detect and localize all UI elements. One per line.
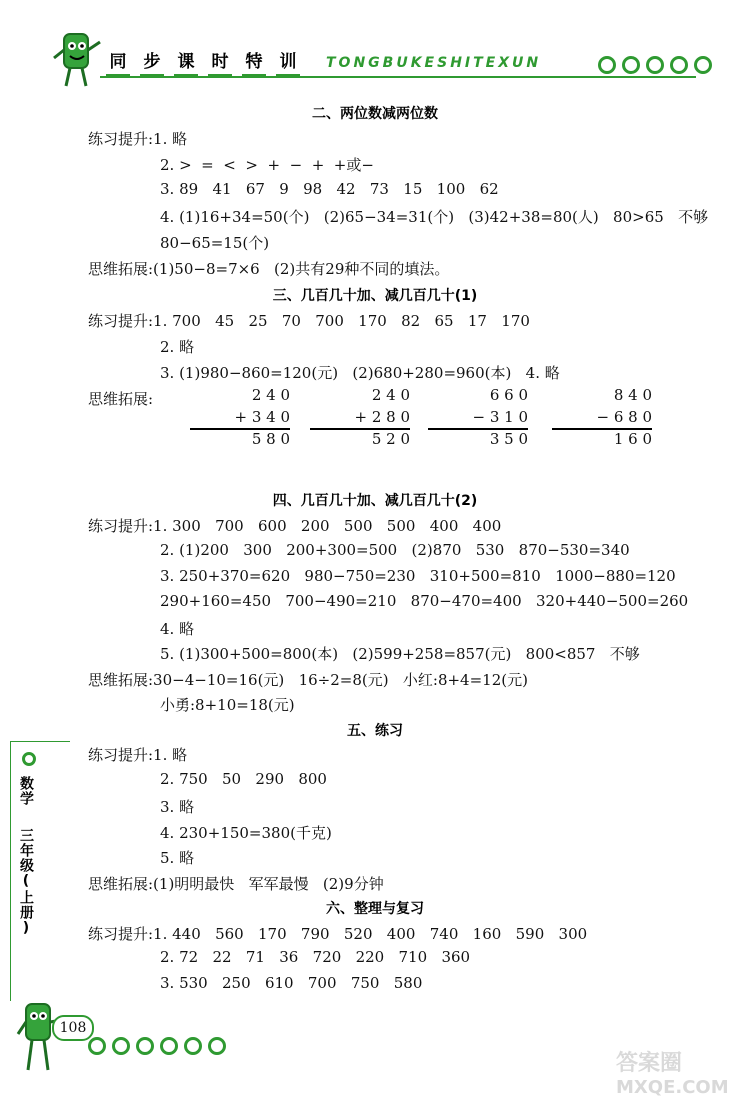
header-char: 同 [106, 50, 130, 76]
section-title: 四、几百几十加、减几百几十(2) [272, 493, 478, 509]
watermark [616, 1052, 729, 1100]
answer-line: 3. 89 41 67 9 98 42 73 15 100 62 [160, 180, 499, 198]
answer-line: 思维拓展:(1)明明最快 军军最慢 (2)9分钟 [88, 875, 384, 893]
section-title: 三、几百几十加、减几百几十(1) [272, 288, 478, 304]
circle-icon [22, 752, 36, 766]
answer-line: 3. 530 250 610 700 750 580 [160, 974, 423, 992]
section-title: 五、练习 [347, 723, 403, 739]
circle-icon [598, 56, 616, 74]
vertical-arithmetic [552, 386, 652, 448]
header-divider [100, 76, 696, 78]
circle-icon [184, 1037, 202, 1055]
arith-top: 2 4 0 [251, 386, 290, 404]
footer-dots [88, 1037, 226, 1055]
header-char: 训 [276, 50, 300, 76]
header-dots [598, 56, 712, 74]
arith-top: 2 4 0 [371, 386, 410, 404]
answer-line: 3. 略 [160, 798, 195, 816]
answer-line: 80−65=15(个) [160, 234, 270, 252]
circle-icon [88, 1037, 106, 1055]
answer-line: 2. 750 50 290 800 [160, 770, 327, 788]
page-number: 108 [52, 1015, 94, 1041]
mascot-footer-icon [14, 998, 66, 1084]
answer-line: 练习提升:1. 300 700 600 200 500 500 400 400 [88, 517, 502, 535]
circle-icon [112, 1037, 130, 1055]
vertical-arithmetic [428, 386, 528, 448]
answer-line: 练习提升:1. 700 45 25 70 700 170 82 65 17 170 [88, 312, 530, 330]
circle-icon [136, 1037, 154, 1055]
answer-line: 小勇:8+10=18(元) [160, 696, 295, 714]
circle-icon [694, 56, 712, 74]
watermark-line: 答案圈 [616, 1051, 683, 1076]
answer-line: 3. (1)980−860=120(元) (2)680+280=960(本) 4. 略 [160, 364, 560, 382]
circle-icon [670, 56, 688, 74]
circle-icon [622, 56, 640, 74]
answer-line: 5. (1)300+500=800(本) (2)599+258=857(元) 800<857 不够 [160, 645, 640, 663]
arith-operand: − 6 8 0 [596, 408, 652, 426]
header-pinyin: TONGBUKESHITEXUN [326, 55, 542, 71]
sidebar-subject: 数学 [18, 776, 34, 806]
answer-line: 2. (1)200 300 200+300=500 (2)870 530 870−530=340 [160, 541, 630, 559]
arith-operand: + 3 4 0 [234, 408, 290, 426]
arith-top: 8 4 0 [613, 386, 652, 404]
answer-line: 2. 72 22 71 36 720 220 710 360 [160, 948, 471, 966]
vertical-arithmetic [190, 386, 290, 448]
answer-line: 练习提升:1. 略 [88, 130, 188, 148]
answer-line: 4. 230+150=380(千克) [160, 824, 332, 842]
answer-line: 4. (1)16+34=50(个) (2)65−34=31(个) (3)42+38=80(人) 80>65 不够 [160, 208, 709, 226]
answer-line: 思维拓展:30−4−10=16(元) 16÷2=8(元) 小红:8+4=12(元) [88, 671, 528, 689]
answer-line: 思维拓展:(1)50−8=7×6 (2)共有29种不同的填法。 [88, 260, 450, 278]
header-char: 课 [174, 50, 198, 76]
circle-icon [160, 1037, 178, 1055]
section-title: 六、整理与复习 [326, 901, 424, 917]
sidebar-rule [10, 741, 11, 1001]
answer-line: 3. 250+370=620 980−750=230 310+500=810 1000−880=120 [160, 567, 676, 585]
answer-line: 练习提升:1. 440 560 170 790 520 400 740 160 590 300 [88, 925, 588, 943]
answer-line: 290+160=450 700−490=210 870−470=400 320+440−500=260 [160, 592, 689, 610]
header-char: 特 [242, 50, 266, 76]
answer-line: 2. > = < > + − + +或− [160, 156, 374, 174]
answer-line: 练习提升:1. 略 [88, 746, 188, 764]
header-title [106, 50, 300, 76]
mascot-icon [50, 28, 106, 96]
answer-line: 5. 略 [160, 849, 195, 867]
section-title: 二、两位数减两位数 [312, 106, 438, 122]
arith-operand: + 2 8 0 [354, 408, 410, 426]
arith-top: 6 6 0 [489, 386, 528, 404]
arith-result: 5 2 0 [371, 429, 410, 448]
header-char: 步 [140, 50, 164, 76]
sidebar-grade: 三年级(上册) [18, 828, 34, 937]
arith-result: 5 8 0 [251, 429, 290, 448]
watermark-line: MXQE.COM [616, 1077, 729, 1098]
arith-result: 3 5 0 [489, 429, 528, 448]
sidebar-divider [10, 741, 70, 742]
header-char: 时 [208, 50, 232, 76]
arith-result: 1 6 0 [613, 429, 652, 448]
arith-operand: − 3 1 0 [472, 408, 528, 426]
circle-icon [208, 1037, 226, 1055]
answer-line: 4. 略 [160, 620, 195, 638]
answer-label: 思维拓展: [88, 390, 154, 408]
vertical-arithmetic [310, 386, 410, 448]
circle-icon [646, 56, 664, 74]
answer-line: 2. 略 [160, 338, 195, 356]
